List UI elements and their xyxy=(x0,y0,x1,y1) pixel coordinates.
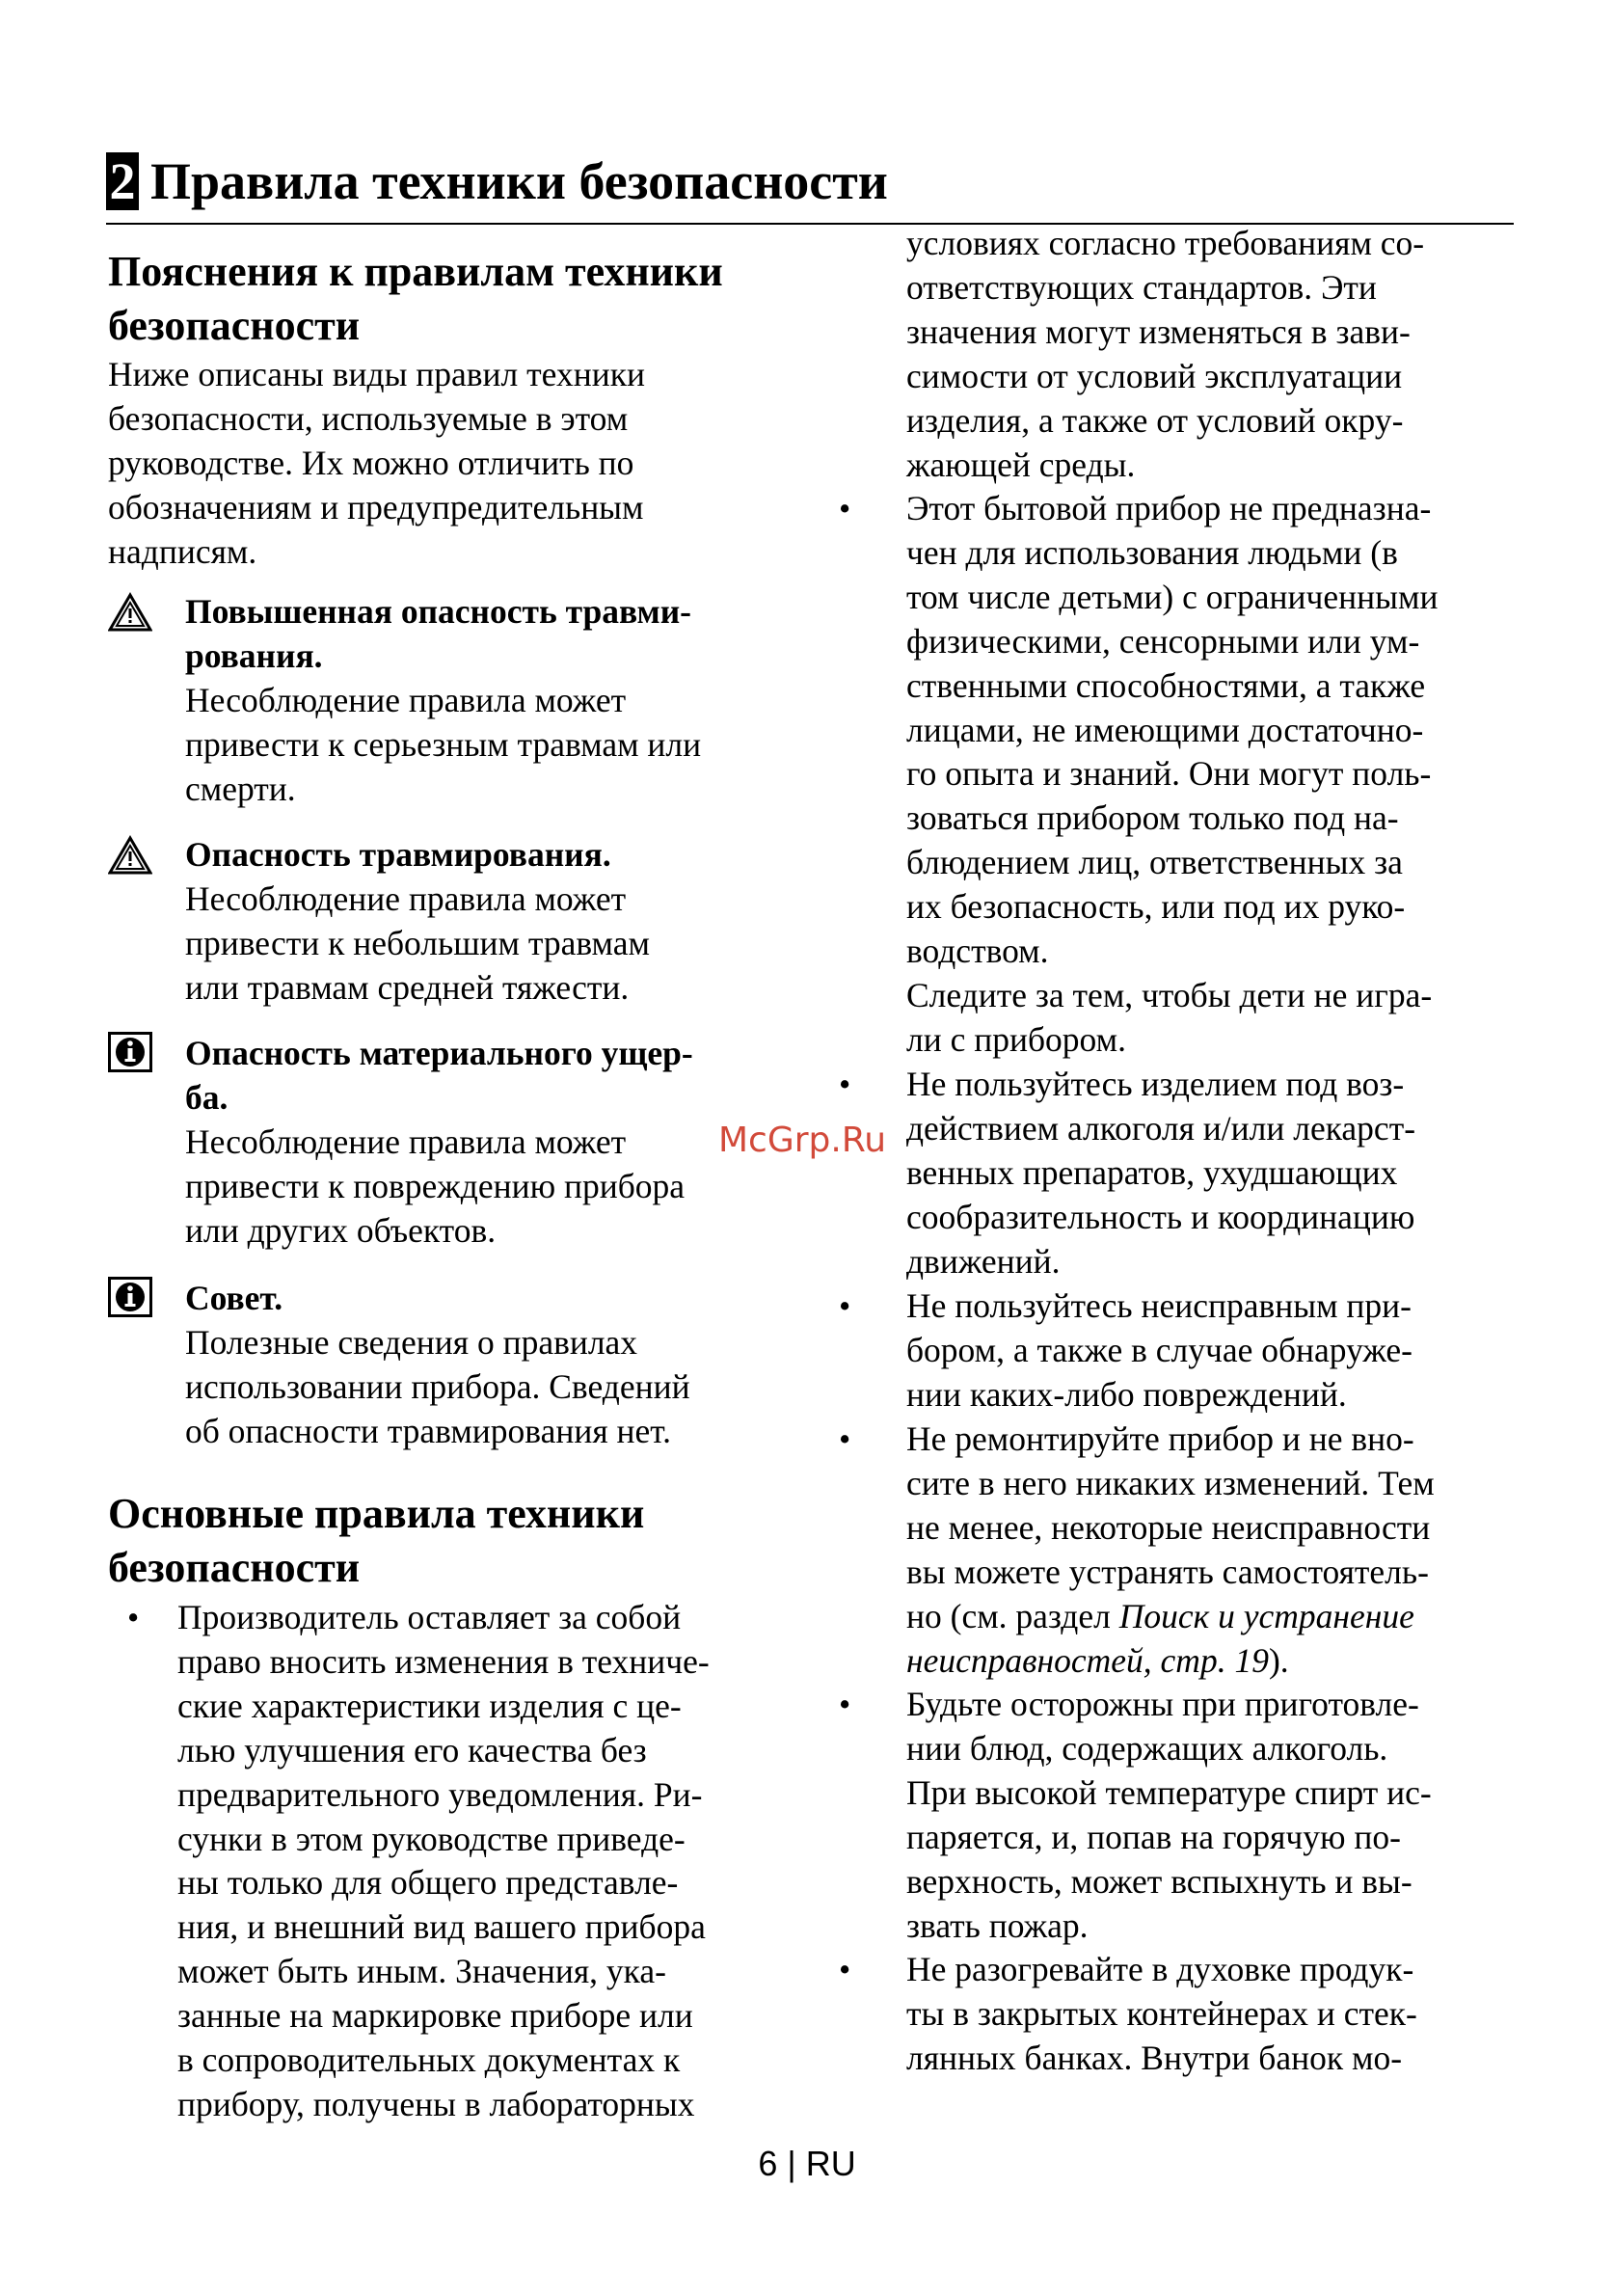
chapter-title: Правила техники безопасности xyxy=(150,152,888,210)
section-title-basic-rules: Основные правила техники безопасности xyxy=(108,1490,645,1591)
bullet-restricted-users: Этот бытовой прибор не предназна- чен для использования людьми (в том числе детьми) с ограниченными физическими, сенсорными или ум- ственными способностями, а также лицами, не имеющими достаточно- го опыта и знаний. Они могут поль- зоваться прибором только под на- блюдением лиц, ответственных за их безопасность, или под их руко- водством. Следите за тем, чтобы дети не игра- ли с прибором. xyxy=(906,489,1439,1059)
info-icon xyxy=(108,1032,152,1072)
chapter-number: 2 xyxy=(106,152,139,210)
bullet-alcohol-medication: Не пользуйтесь изделием под воз- действием алкоголя и/или лекарст- венных препаратов, ухудшающих сообразительность и координацию движений. xyxy=(906,1065,1416,1281)
troubleshooting-reference: Поиск и устранение xyxy=(1118,1596,1414,1635)
bullet-marker: • xyxy=(127,1599,140,1636)
symbol-tip: Совет. Полезные сведения о правилах использовании прибора. Сведений об опасности травмирования нет. xyxy=(185,1279,690,1450)
page-footer: 6 | RU xyxy=(758,2144,856,2183)
bullet-no-repair: Не ремонтируйте прибор и не вно- сите в него никаких изменений. Тем не менее, некоторые неисправности вы можете устранять самостоятель- но (см. раздел Поиск и устранение неисправностей, стр. 19). xyxy=(906,1419,1435,1680)
chapter-heading xyxy=(106,149,1514,225)
symbol-serious-injury: Повышенная опасность травми- рования. Несоблюдение правила может привести к серьезным травмам или смерти. xyxy=(185,592,702,808)
info-icon xyxy=(108,1277,152,1317)
symbol-injury: Опасность травмирования. Несоблюдение правила может привести к небольшим травмам или травмам средней тяжести. xyxy=(185,835,650,1007)
bullet-closed-containers: Не разогревайте в духовке продук- ты в закрытых контейнерах и стек- лянных банках. Внутри банок мо- xyxy=(906,1950,1417,2077)
bullet-marker: • xyxy=(839,1951,851,1988)
bullet-marker: • xyxy=(839,490,851,527)
continuation-paragraph: условиях согласно требованиям со- ответствующих стандартов. Эти значения могут изменяться в зави- симости от условий эксплуатации изделия, а также от условий окру- жающей среды. xyxy=(906,224,1425,484)
bullet-marker: • xyxy=(839,1686,851,1723)
warning-triangle-icon xyxy=(108,592,152,633)
bullet-marker: • xyxy=(839,1420,851,1458)
section-title-explanations: Пояснения к правилам техники безопасности xyxy=(108,248,723,349)
bullet-alcohol-cooking: Будьте осторожны при приготовле- нии блюд, содержащих алкоголь. При высокой температуре спирт ис- паряется, и, попав на горячую по- верхность, может вспыхнуть и вы- звать пожар. xyxy=(906,1685,1432,1945)
intro-paragraph: Ниже описаны виды правил техники безопасности, используемые в этом руководстве. Их можно отличить по обозначениям и предупредительным надписям. xyxy=(108,355,645,571)
symbol-material-damage: Опасность материального ущер- ба. Несоблюдение правила может привести к повреждению прибора или других объектов. xyxy=(185,1034,693,1250)
bullet-marker: • xyxy=(839,1066,851,1103)
bullet-marker: • xyxy=(839,1287,851,1325)
watermark: McGrp.Ru xyxy=(718,1121,887,1160)
bullet-manufacturer-changes: Производитель оставляет за собой право вносить изменения в техниче- ские характеристики изделия с це- лью улучшения его качества без предварительного уведомления. Ри- сунки в этом руководстве приведе- ны только для общего представле- ния, и внешний вид вашего прибора может быть иным. Значения, ука- занные на маркировке приборе или в сопроводительных документах к прибору, получены в лабораторных xyxy=(177,1598,710,2123)
bullet-faulty-device: Не пользуйтесь неисправным при- бором, а также в случае обнаруже- нии каких-либо повреждений. xyxy=(906,1286,1412,1414)
warning-triangle-icon xyxy=(108,835,152,876)
